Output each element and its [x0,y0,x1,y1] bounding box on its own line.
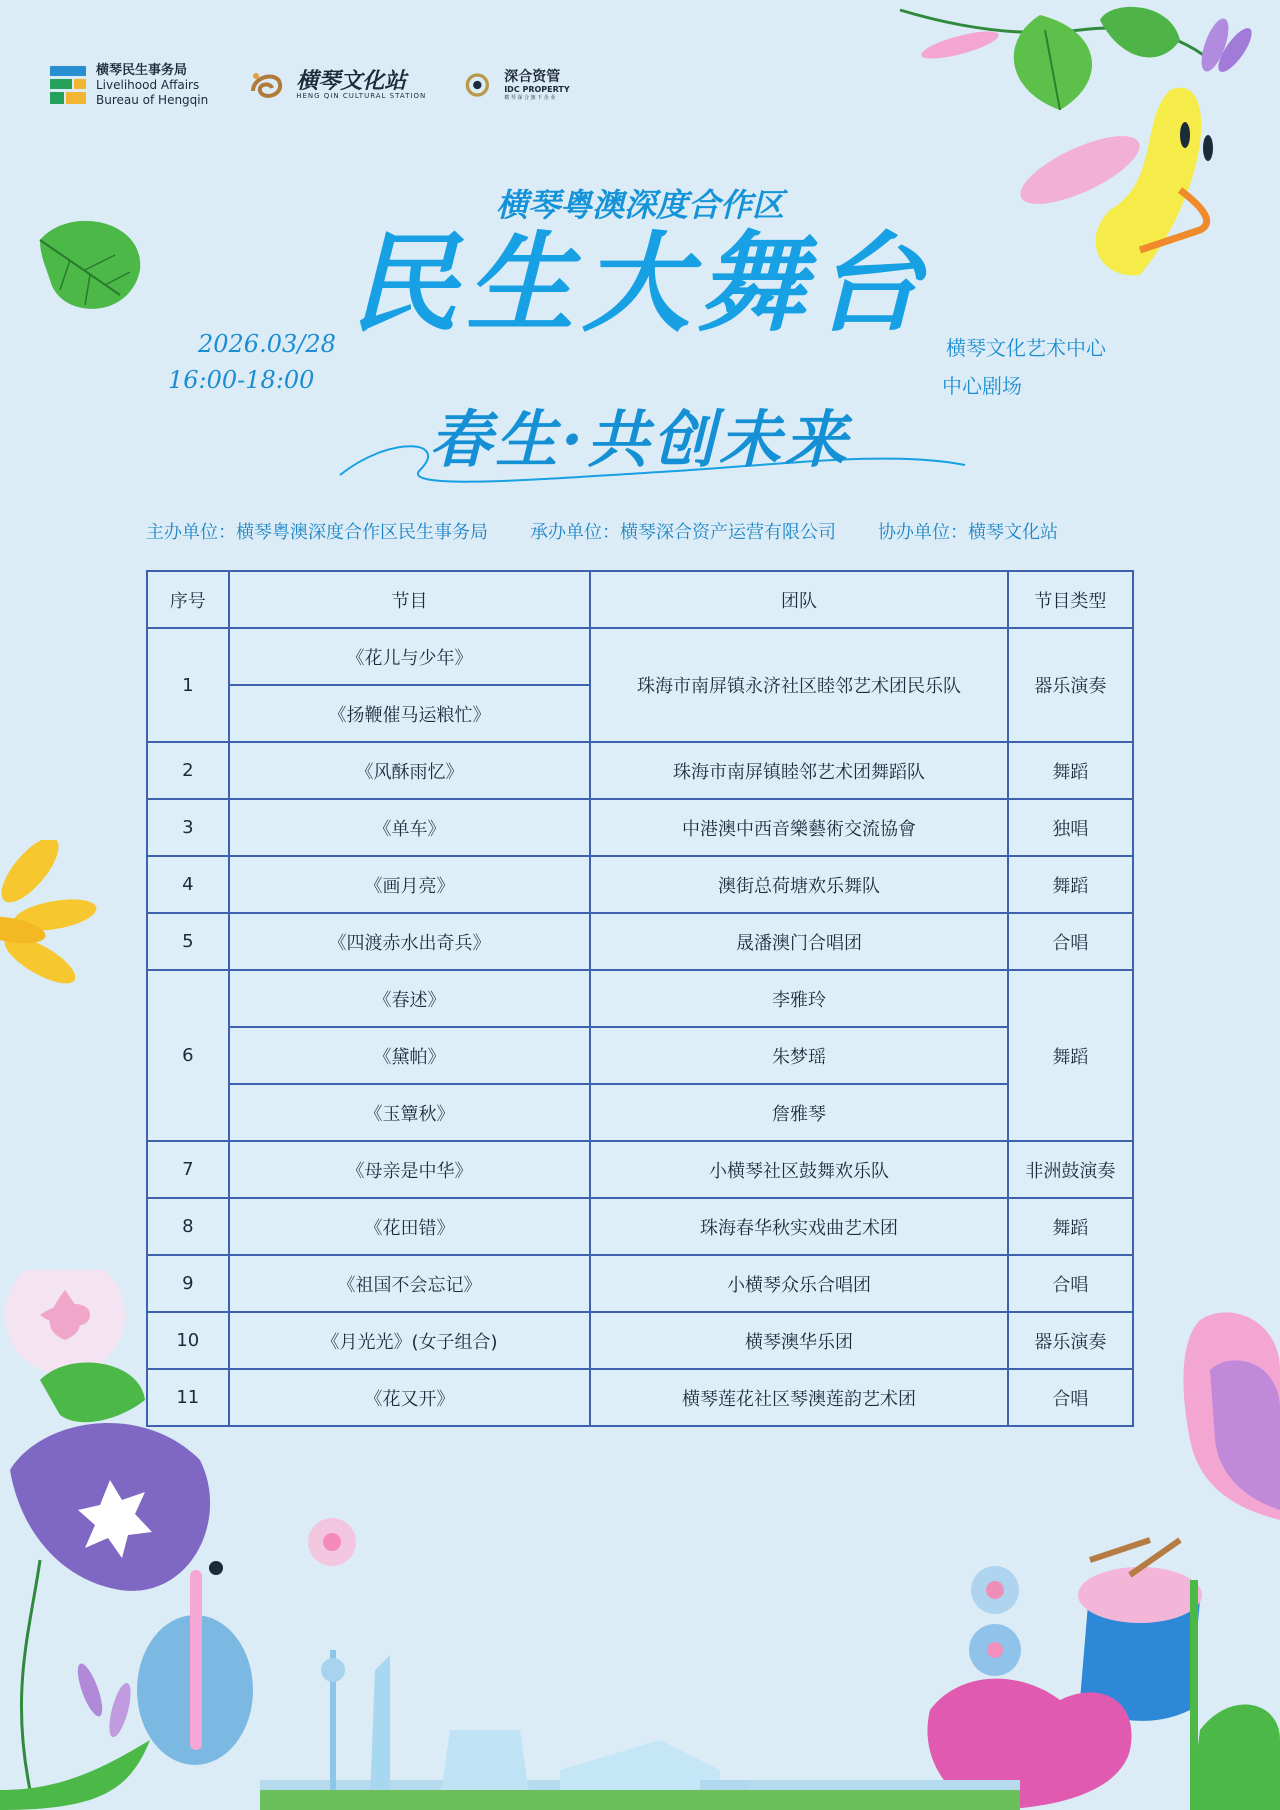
cell-number: 7 [147,1141,229,1198]
yellow-flower-left-decoration [0,840,110,1000]
cell-program: 《花田错》 [229,1198,591,1255]
cell-type: 非洲鼓演奏 [1008,1141,1133,1198]
cell-team: 珠海春华秋实戏曲艺术团 [590,1198,1007,1255]
logo-row [50,60,608,110]
cell-type: 舞蹈 [1008,1198,1133,1255]
cell-program: 《扬鞭催马运粮忙》 [229,685,591,742]
city-skyline-decoration [260,1630,1020,1810]
cell-program: 《母亲是中华》 [229,1141,591,1198]
cell-team: 珠海市南屏镇睦邻艺术团舞蹈队 [590,742,1007,799]
idc-property-ring-icon [464,66,494,104]
table-row [147,913,1133,970]
cell-program: 《花又开》 [229,1369,591,1426]
livelihood-bureau-emblem-icon [50,66,86,104]
cell-type: 器乐演奏 [1008,1312,1133,1369]
cell-type: 合唱 [1008,1255,1133,1312]
livelihood-logo-line1: 横琴民生事务局 [96,62,188,78]
cell-team: 小横琴众乐合唱团 [590,1255,1007,1312]
cultural-station-name: 横琴文化站 [296,68,407,94]
event-time: 16:00-18:00 [168,366,315,394]
cell-type: 舞蹈 [1008,742,1133,799]
cell-number: 10 [147,1312,229,1369]
header-team: 团队 [590,571,1007,628]
idc-property-name: 深合资管 [504,69,561,85]
cell-program: 《风酥雨忆》 [229,742,591,799]
cell-program: 《画月亮》 [229,856,591,913]
cell-team: 朱梦瑶 [590,1027,1007,1084]
event-slogan: 春生·共创未来 [429,403,851,476]
table-row [147,1312,1133,1369]
table-row [147,1084,1133,1141]
cell-team: 小横琴社区鼓舞欢乐队 [590,1141,1007,1198]
cell-program: 《祖国不会忘记》 [229,1255,591,1312]
livelihood-bureau-logo [50,63,208,108]
idc-property-sub: IDC PROPERTY [504,85,570,94]
cell-number: 3 [147,799,229,856]
organizers-row [146,518,1146,544]
cell-team: 詹雅琴 [590,1084,1007,1141]
cultural-station-sub: HENG QIN CULTURAL STATION [296,92,427,100]
program-table [146,570,1134,1427]
header-type: 节目类型 [1008,571,1133,628]
cell-team: 横琴莲花社区琴澳莲韵艺术团 [590,1369,1007,1426]
cell-team: 珠海市南屏镇永济社区睦邻艺术团民乐队 [590,628,1007,742]
table-row [147,742,1133,799]
cell-number: 9 [147,1255,229,1312]
idc-property-tag: 横 琴 深 合 旗 下 企 业 [504,95,556,101]
table-row [147,799,1133,856]
event-venue-line1: 横琴文化艺术中心 [946,336,1106,360]
table-row [147,1369,1133,1426]
cell-number: 2 [147,742,229,799]
cell-type: 器乐演奏 [1008,628,1133,742]
cell-program: 《花儿与少年》 [229,628,591,685]
cell-team: 李雅玲 [590,970,1007,1027]
cell-program: 《四渡赤水出奇兵》 [229,913,591,970]
cell-team: 横琴澳华乐团 [590,1312,1007,1369]
organizer-co: 协办单位：横琴文化站 [878,522,1058,543]
cell-team: 澳街总荷塘欢乐舞队 [590,856,1007,913]
cell-type: 舞蹈 [1008,970,1133,1141]
cell-number: 11 [147,1369,229,1426]
cell-team: 晟潘澳门合唱团 [590,913,1007,970]
cell-number: 6 [147,970,229,1141]
header-number: 序号 [147,571,229,628]
table-row [147,856,1133,913]
table-row [147,628,1133,685]
table-row [147,970,1133,1027]
cell-program: 《黛帕》 [229,1027,591,1084]
organizer-undertaker: 承办单位：横琴深合资产运营有限公司 [530,522,836,543]
idc-property-logo [464,66,569,104]
cell-program: 《月光光》(女子组合) [229,1312,591,1369]
cell-program: 《春述》 [229,970,591,1027]
cell-type: 独唱 [1008,799,1133,856]
event-title: 民生大舞台 [349,222,930,347]
cell-number: 8 [147,1198,229,1255]
event-subtitle: 横琴粤澳深度合作区 [495,186,784,224]
cell-type: 舞蹈 [1008,856,1133,913]
cell-number: 1 [147,628,229,742]
event-venue-line2: 中心剧场 [942,374,1022,398]
table-header-row [147,571,1133,628]
cultural-station-swirl-icon [246,66,286,104]
cultural-station-logo [246,66,426,104]
event-date: 2026.03/28 [198,330,336,358]
table-row [147,1027,1133,1084]
header-program: 节目 [229,571,591,628]
livelihood-logo-line2: Livelihood Affairs [96,77,200,92]
cell-team: 中港澳中西音樂藝術交流協會 [590,799,1007,856]
cell-type: 合唱 [1008,913,1133,970]
cell-program: 《单车》 [229,799,591,856]
cell-number: 5 [147,913,229,970]
table-row [147,1141,1133,1198]
cell-type: 合唱 [1008,1369,1133,1426]
table-row [147,1198,1133,1255]
cell-number: 4 [147,856,229,913]
cell-program: 《玉簟秋》 [229,1084,591,1141]
livelihood-logo-line3: Bureau of Hengqin [96,92,209,107]
organizer-host: 主办单位：横琴粤澳深度合作区民生事务局 [146,522,488,543]
table-row [147,1255,1133,1312]
